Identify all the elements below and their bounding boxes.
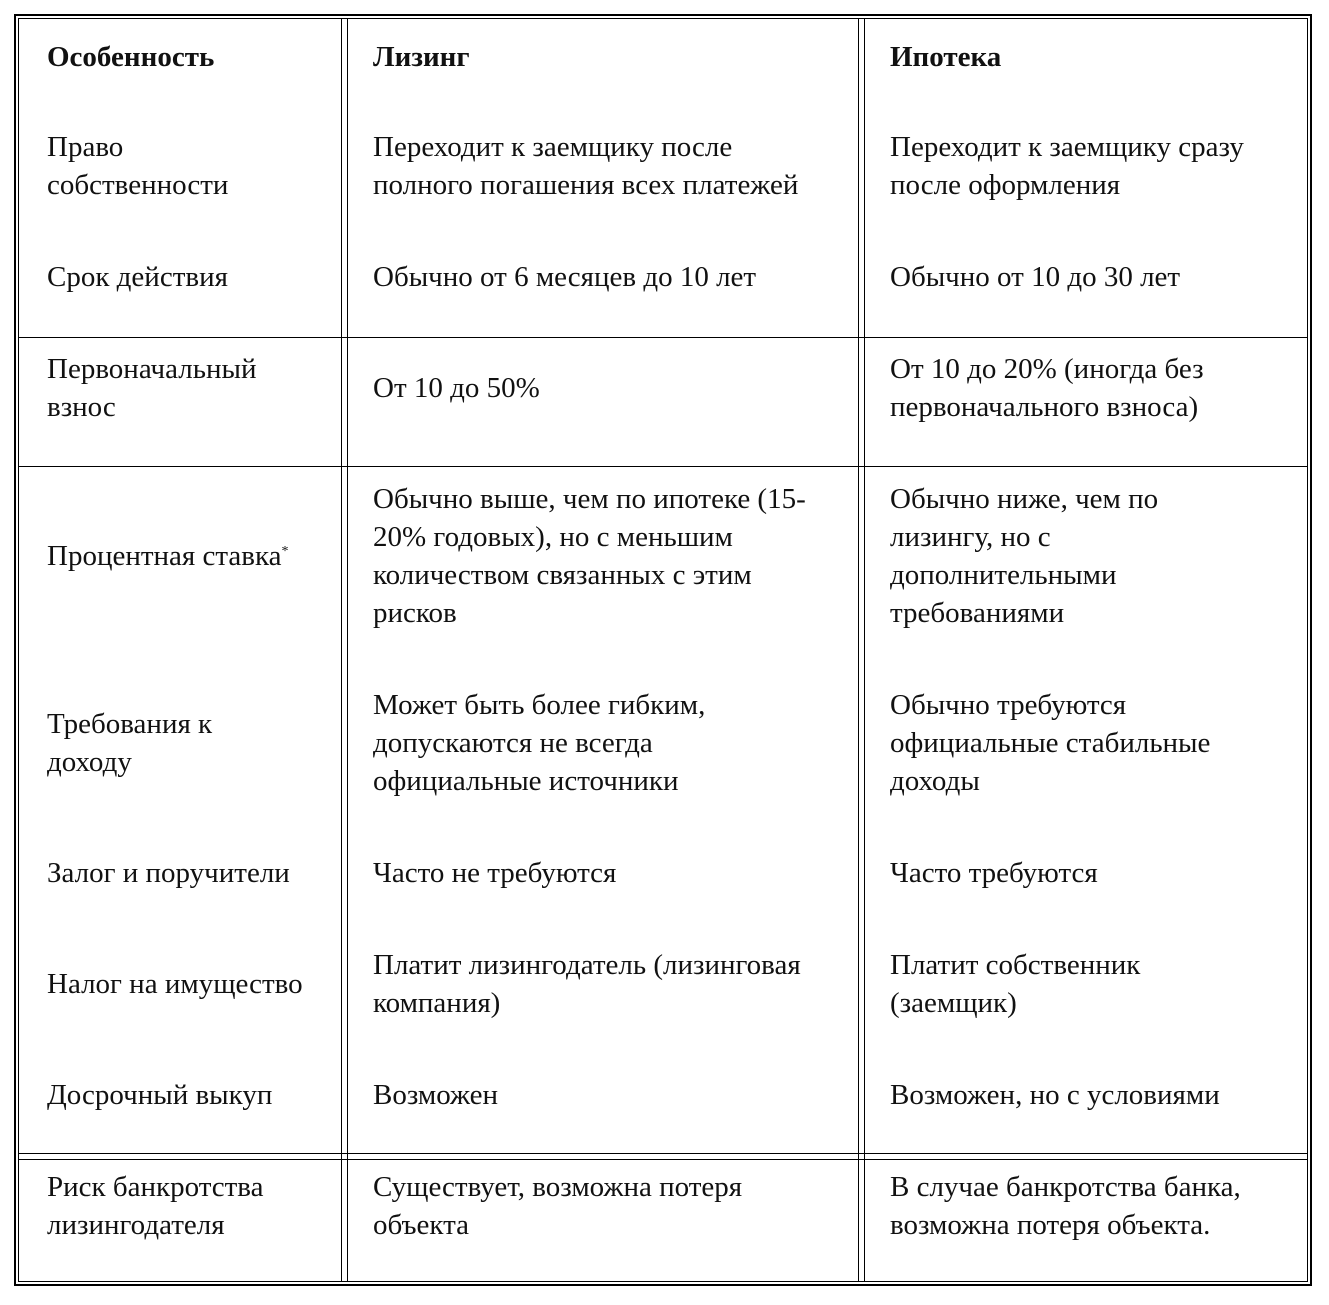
row-leasing: Возможен [373,1079,499,1111]
row-leasing: Обычно от 6 месяцев до 10 лет [373,261,757,293]
row-mortgage: В случае банкротства банка, возможна потеря объекта. [890,1171,1241,1241]
row-divider [18,1159,1308,1160]
row-mortgage: Обычно требуются официальные стабильные доходы [890,689,1211,797]
row-leasing: Может быть более гибким, допускаются не всегда официальные источники [373,689,706,797]
footnote-marker: * [281,544,289,559]
feature-text: Процентная ставка [47,540,282,572]
row-feature: Досрочный выкуп [47,1079,273,1111]
row-feature: Налог на имущество [47,968,303,1000]
column-divider [864,18,865,1282]
row-feature: Залог и поручители [47,857,290,889]
row-feature: Первоначальный взнос [47,353,257,423]
row-mortgage: Платит собственник (заемщик) [890,949,1141,1019]
row-feature: Риск банкротства лизингодателя [47,1171,264,1241]
header-mortgage: Ипотека [890,41,1002,73]
row-leasing: Платит лизингодатель (лизинговая компания) [373,949,801,1019]
row-divider [18,337,1308,338]
row-divider [18,1153,1308,1154]
row-divider [18,466,1308,467]
row-feature: Требования к доходу [47,708,213,778]
header-leasing: Лизинг [373,41,470,73]
row-mortgage: Обычно от 10 до 30 лет [890,261,1181,293]
row-feature: Срок действия [47,261,228,293]
row-mortgage: Часто требуются [890,857,1098,889]
row-mortgage: Обычно ниже, чем по лизингу, но с дополнительными требованиями [890,483,1159,629]
row-leasing: Часто не требуются [373,857,617,889]
row-leasing: Переходит к заемщику после полного погашения всех платежей [373,131,799,201]
row-feature: Право собственности [47,131,229,201]
column-divider [347,18,348,1282]
row-mortgage: Возможен, но с условиями [890,1079,1220,1111]
row-leasing: Существует, возможна потеря объекта [373,1171,743,1241]
row-feature [47,537,289,575]
column-divider [341,18,342,1282]
column-divider [858,18,859,1282]
header-feature: Особенность [47,41,215,73]
row-mortgage: От 10 до 20% (иногда без первоначального взноса) [890,353,1204,423]
row-leasing: От 10 до 50% [373,372,540,404]
row-mortgage: Переходит к заемщику сразу после оформления [890,131,1244,201]
row-leasing: Обычно выше, чем по ипотеке (15- 20% годовых), но с меньшим количеством связанных с этим рисков [373,483,806,629]
